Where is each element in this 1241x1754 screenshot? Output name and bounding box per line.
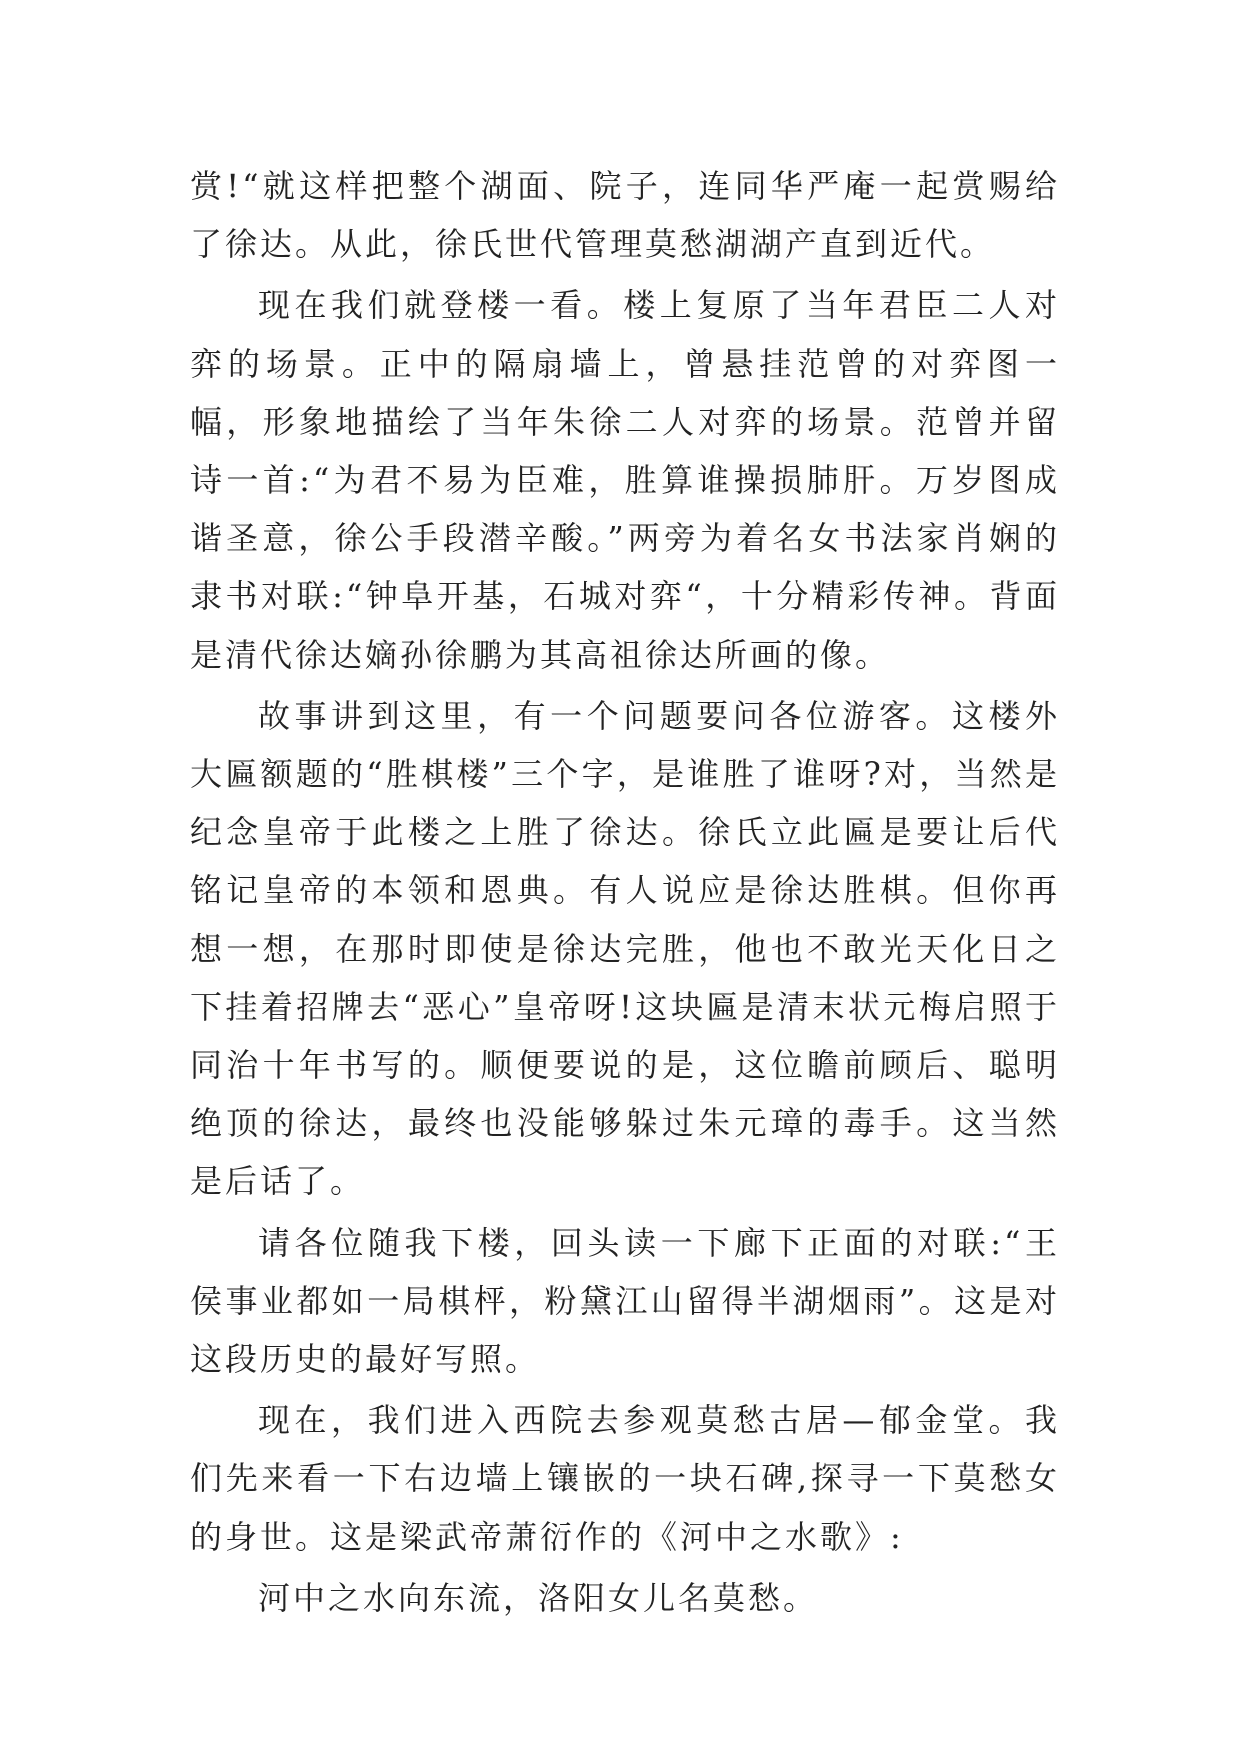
paragraph-4: 请各位随我下楼，回头读一下廊下正面的对联:“王侯事业都如一局棋枰，粉黛江山留得半湖烟雨”。这是对这段历史的最好写照。 bbox=[190, 1223, 1060, 1379]
paragraph-1: 赏!“就这样把整个湖面、院子，连同华严庵一起赏赐给了徐达。从此，徐氏世代管理莫愁湖湖产直到近代。 bbox=[190, 167, 1060, 264]
paragraph-3: 故事讲到这里，有一个问题要问各位游客。这楼外大匾额题的“胜棋楼”三个字，是谁胜了谁呀?对，当然是纪念皇帝于此楼之上胜了徐达。徐氏立此匾是要让后代铭记皇帝的本领和恩典。有人说应是徐达胜棋。但你再想一想，在那时即使是徐达完胜，他也不敢光天化日之下挂着招牌去“恶心”皇帝呀!这块匾是清末状元梅启照于同治十年书写的。顺便要说的是，这位瞻前顾后、聪明绝顶的徐达，最终也没能够躲过朱元璋的毒手。这当然是后话了。 bbox=[190, 696, 1060, 1201]
paragraph-2: 现在我们就登楼一看。楼上复原了当年君臣二人对弈的场景。正中的隔扇墙上，曾悬挂范曾的对弈图一幅，形象地描绘了当年朱徐二人对弈的场景。范曾并留诗一首:“为君不易为臣难，胜算谁操损肺肝。万岁图成谐圣意，徐公手段潜辛酸。”两旁为着名女书法家肖娴的隶书对联:“钟阜开基，石城对弈“，十分精彩传神。背面是清代徐达嫡孙徐鹏为其高祖徐达所画的像。 bbox=[190, 286, 1060, 674]
paragraph-5: 现在，我们进入西院去参观莫愁古居—郁金堂。我们先来看一下右边墙上镶嵌的一块石碑,探寻一下莫愁女的身世。这是梁武帝萧衍作的《河中之水歌》: bbox=[190, 1401, 1060, 1556]
document-body bbox=[190, 157, 1060, 1627]
paragraph-6: 河中之水向东流，洛阳女儿名莫愁。 bbox=[258, 1578, 819, 1617]
